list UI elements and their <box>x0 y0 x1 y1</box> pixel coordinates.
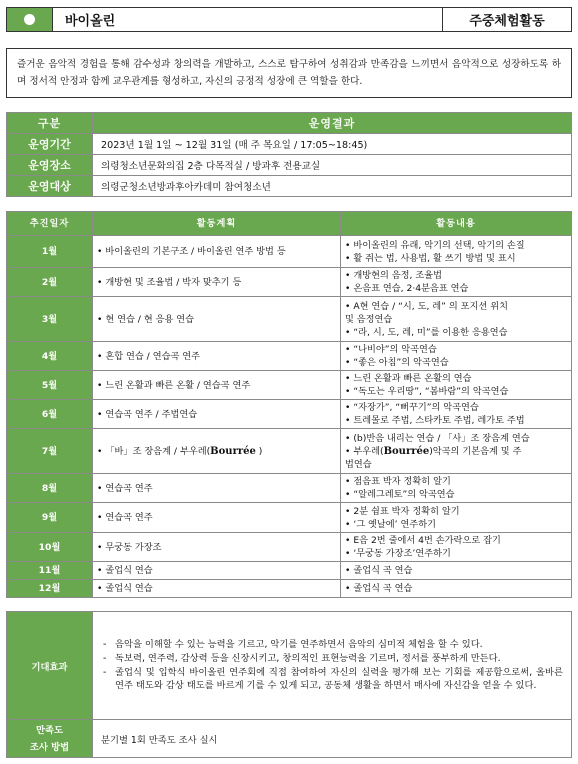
table-row <box>7 297 572 342</box>
title-bar <box>6 7 572 32</box>
intro-text: 즐거운 음악적 경험을 통해 감수성과 창의력을 개발하고, 스스로 탐구하여 성취감과 만족감을 느끼면서 음악적으로 성장하도록 하며 정서적 안정과 함께 교우관계를 형성하고, 자신의 긍정적 성장에 큰 역할을 한다. <box>6 48 572 98</box>
plan-header-content: 활동내용 <box>341 212 572 236</box>
plan-table <box>6 211 572 598</box>
table-row <box>7 533 572 562</box>
effect-list <box>93 612 572 720</box>
plan-content: • A현 연습 / “시, 도, 레” 의 포지션 위치 및 음정연습 • “라, 시, 도, 레, 미”를 이용한 응용연습 <box>341 297 572 342</box>
table-row <box>7 371 572 400</box>
table-row <box>7 236 572 268</box>
plan-item: • 바이올린의 기본구조 / 바이올린 연주 방법 등 <box>93 236 341 268</box>
plan-content: • 2분 쉼표 박자 정확히 알기 • ‘그 옛날에’ 연주하기 <box>341 503 572 533</box>
effect-item: - 독보력, 연주력, 감상력 등을 신장시키고, 창의적인 표현능력을 기르며, 정서를 풍부하게 만든다. <box>103 652 501 664</box>
plan-item: • 「바」조 장음계 / 부우레(Bourrée ) <box>93 429 341 474</box>
survey-value: 분기별 1회 만족도 조사 실시 <box>93 720 572 758</box>
table-row <box>7 268 572 297</box>
program-category: 주중체험활동 <box>469 14 545 29</box>
info-label: 운영대상 <box>7 176 93 197</box>
plan-month: 12월 <box>7 580 93 598</box>
program-title: 바이올린 <box>53 8 443 31</box>
circle-icon <box>24 14 35 25</box>
plan-month: 7월 <box>7 429 93 474</box>
plan-month: 11월 <box>7 562 93 580</box>
plan-item: • 연습곡 연주 <box>93 503 341 533</box>
plan-item: • 개방현 및 조율법 / 박자 맞추기 등 <box>93 268 341 297</box>
plan-content: • 개방현의 음정, 조율법 • 온음표 연습, 2·4분음표 연습 <box>341 268 572 297</box>
plan-month: 10월 <box>7 533 93 562</box>
plan-content: • 바이올린의 유래, 악기의 선택, 악기의 손질 • 활 쥐는 법, 사용법, 활 쓰기 방법 및 표시 <box>341 236 572 268</box>
plan-content: • E음 2번 줄에서 4번 손가락으로 잡기 • ‘무궁동 가장조’연주하기 <box>341 533 572 562</box>
plan-item: • 연습곡 연주 / 주법연습 <box>93 400 341 429</box>
table-row <box>7 503 572 533</box>
table-row <box>7 474 572 503</box>
table-row <box>7 342 572 371</box>
plan-month: 6월 <box>7 400 93 429</box>
info-header-label: 구분 <box>7 113 93 134</box>
plan-item: • 혼합 연습 / 연습곡 연주 <box>93 342 341 371</box>
plan-item: • 현 연습 / 현 응용 연습 <box>93 297 341 342</box>
plan-month: 1월 <box>7 236 93 268</box>
info-value: 의령청소년문화의집 2층 다목적실 / 방과후 전용교실 <box>93 155 572 176</box>
table-row <box>7 134 572 155</box>
plan-item: • 졸업식 연습 <box>93 580 341 598</box>
plan-item: • 연습곡 연주 <box>93 474 341 503</box>
plan-content: • “나비야”의 악곡연습 • “좋은 아침”의 악곡연습 <box>341 342 572 371</box>
plan-content: • (b)반음 내리는 연습 / 「사」조 장음계 연습 • 부우레(Bourrée)악곡의 기본음계 및 주 법연습 <box>341 429 572 474</box>
plan-month: 3월 <box>7 297 93 342</box>
info-label: 운영기간 <box>7 134 93 155</box>
table-row <box>7 720 572 758</box>
info-value: 2023년 1월 1일 ~ 12월 31일 (매 주 목요일 / 17:05~18:45) <box>93 134 572 155</box>
plan-content: • “자장가”, “뻐꾸기”의 악곡연습 • 트레몰로 주법, 스타카토 주법, 레가토 주법 <box>341 400 572 429</box>
info-table <box>6 112 572 197</box>
info-header-value: 운영결과 <box>93 113 572 134</box>
table-row <box>7 580 572 598</box>
plan-content: • 졸업식 곡 연습 <box>341 580 572 598</box>
plan-content: • 느린 온활과 빠른 온활의 연습 • “독도는 우리땅”, “봄바람”의 악곡연습 <box>341 371 572 400</box>
plan-month: 4월 <box>7 342 93 371</box>
title-marker <box>7 8 53 31</box>
table-row <box>7 400 572 429</box>
plan-month: 8월 <box>7 474 93 503</box>
effect-label: 기대효과 <box>7 612 93 720</box>
plan-content: • 점음표 박자 정확히 알기 • “알레그레토”의 악곡연습 <box>341 474 572 503</box>
effect-table <box>6 611 572 758</box>
plan-month: 9월 <box>7 503 93 533</box>
table-row <box>7 562 572 580</box>
plan-item: • 무궁동 가장조 <box>93 533 341 562</box>
table-row <box>7 429 572 474</box>
table-row <box>7 176 572 197</box>
plan-month: 2월 <box>7 268 93 297</box>
plan-header-month: 추진일자 <box>7 212 93 236</box>
info-label: 운영장소 <box>7 155 93 176</box>
table-row <box>7 612 572 720</box>
effect-item: - 졸업식 및 입학식 바이올린 연주회에 직접 참여하여 자신의 실력을 평가해 보는 기회를 제공함으로써, 올바른 연주 태도와 감상 태도를 바르게 기를 수 있게 되고, 공동체 생활을 하면서 매사에 자신감을 얻을 수 있다. <box>103 666 563 692</box>
plan-item: • 졸업식 연습 <box>93 562 341 580</box>
info-value: 의령군청소년방과후아카데미 참여청소년 <box>93 176 572 197</box>
plan-month: 5월 <box>7 371 93 400</box>
table-row <box>7 155 572 176</box>
plan-content: • 졸업식 곡 연습 <box>341 562 572 580</box>
survey-label: 만족도 조사 방법 <box>7 720 93 758</box>
effect-item: - 음악을 이해할 수 있는 능력을 기르고, 악기를 연주하면서 음악의 심미적 체험을 할 수 있다. <box>103 639 483 651</box>
plan-header-plan: 활동계획 <box>93 212 341 236</box>
plan-item: • 느린 온활과 빠른 온활 / 연습곡 연주 <box>93 371 341 400</box>
